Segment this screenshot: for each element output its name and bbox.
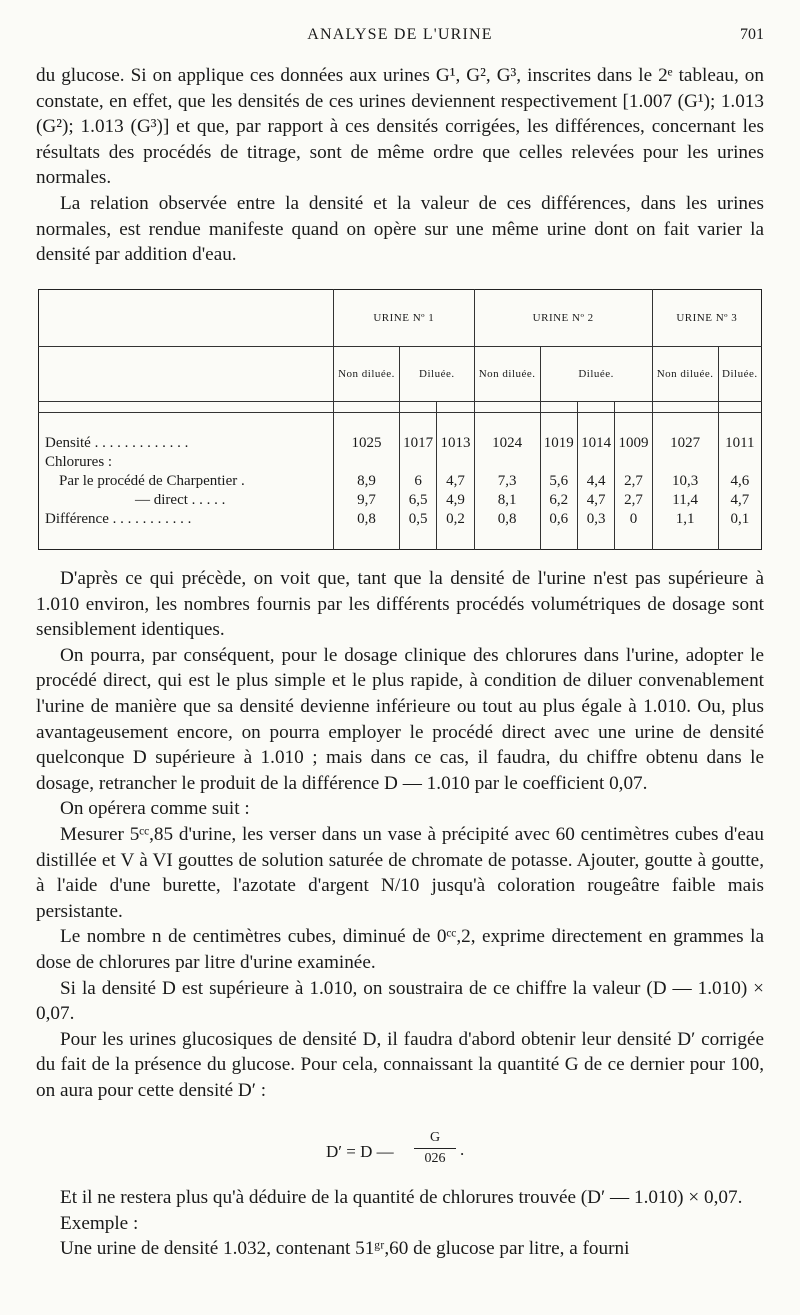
formula-lhs: D′ = D — <box>326 1142 394 1161</box>
table-cell <box>617 453 649 472</box>
paragraph: On opérera comme suit : <box>60 798 250 820</box>
data-column <box>718 413 761 550</box>
row-label: Différence . . . . . . . . . . . <box>45 510 192 527</box>
paragraph: Et il ne restera plus qu'à déduire de la quantité de chlorures trouvée (D′ — 1.010) × 0,07. <box>60 1187 743 1208</box>
sub-header: Non diluée. <box>652 347 718 402</box>
table-cell: 1024 <box>492 434 523 451</box>
table-cell: 9,7 <box>357 491 376 508</box>
running-title: ANALYSE DE L'URINE <box>307 26 493 43</box>
formula-denominator: 026 <box>424 1151 446 1166</box>
table-cell <box>655 453 716 472</box>
table-cell: 0,3 <box>586 510 606 527</box>
table-cell: 1009 <box>618 434 649 451</box>
data-column <box>399 413 436 550</box>
sub-header: Diluée. <box>540 347 652 402</box>
table-cell <box>439 453 471 472</box>
table-cell: 0,1 <box>730 510 750 527</box>
formula-fraction <box>414 1128 456 1169</box>
paragraph: La relation observée entre la densité et la valeur de ces différences, dans les urines normales, est rendue manifeste quand on opère sur une même urine dont on fait varier la densité par addition d'eau. <box>36 192 764 266</box>
paragraph: du glucose. Si on applique ces données aux urines G¹, G², G³, inscrites dans le 2ᵉ tableau, on constate, en effet, que les densités de ces urines deviennent respectivement [1.007 (G¹); 1.013 (G²); 1.013 (G³)] et que, par rapport à ces densités corrigées, les différences, concernant les résultats des procédés de titrage, sont de même ordre que celles relevées pour les urines normales. <box>36 65 764 189</box>
data-column <box>577 413 614 550</box>
table-corner <box>39 290 334 347</box>
group-header: URINE Nº 2 <box>474 290 652 347</box>
group-header: URINE Nº 3 <box>652 290 761 347</box>
data-column <box>474 413 540 550</box>
intro-text <box>36 63 764 268</box>
table-cell: 0,6 <box>549 510 569 527</box>
paragraph: Une urine de densité 1.032, contenant 51ᵍʳ,60 de glucose par litre, a fourni <box>60 1238 630 1260</box>
table-cell: 5,6 <box>549 472 569 489</box>
table-cell: 4,7 <box>586 491 606 508</box>
table-cell: 2,7 <box>624 491 643 508</box>
table-cell <box>402 453 434 472</box>
row-label: Par le procédé de Charpentier . <box>59 472 245 489</box>
row-label: Densité . . . . . . . . . . . . . <box>45 434 189 451</box>
table-cell: 1013 <box>440 434 471 451</box>
table-cell: 0,5 <box>408 510 428 527</box>
data-column <box>652 413 718 550</box>
table-cell: 4,7 <box>446 472 465 489</box>
table-cell: 1027 <box>670 434 701 451</box>
table-cell: 1014 <box>581 434 612 451</box>
page-number: 701 <box>740 26 764 43</box>
paragraph: Mesurer 5ᶜᶜ,85 d'urine, les verser dans un vase à précipité avec 60 centimètres cubes d'eau distillée et V à VI gouttes de solution saturée de chromate de potasse. Ajouter, goutte à goutte, à l'aide d'une burette, l'azotate d'argent N/10 jusqu'à coloration rougeâtre faible mais persistante. <box>36 823 764 922</box>
table-cell: 1025 <box>351 434 382 451</box>
table-cell <box>580 453 612 472</box>
table-cell: 10,3 <box>672 472 699 489</box>
row-label: Chlorures : <box>45 453 113 470</box>
table-cell: 1019 <box>543 434 574 451</box>
row-label: — direct . . . . . <box>135 491 226 508</box>
group-header: URINE Nº 1 <box>334 290 475 347</box>
table-cell <box>721 453 759 472</box>
paragraph: Pour les urines glucosiques de densité D, il faudra d'abord obtenir leur densité D′ corrigée du fait de la présence du glucose. Pour cela, connaissant la quantité G de ce dernier pour 100, on aura pour cette densité D′ : <box>36 1028 764 1101</box>
table-cell: 11,4 <box>672 491 698 508</box>
sub-header: Diluée. <box>718 347 761 402</box>
table-cell: 0,2 <box>446 510 465 527</box>
table-cell: 6,2 <box>549 491 569 508</box>
data-column <box>437 413 474 550</box>
paragraph: Si la densité D est supérieure à 1.010, on soustraira de ce chiffre la valeur (D — 1.010) × 0,07. <box>36 977 764 1025</box>
paragraph: D'après ce qui précède, on voit que, tant que la densité de l'urine n'est pas supérieure à 1.010 environ, les nombres fournis par les différents procédés volumétriques de dosage sont sensiblement identiques. <box>36 568 764 641</box>
chlorures-table <box>38 289 762 550</box>
table-cell <box>477 453 538 472</box>
data-column <box>615 413 652 550</box>
table-cell: 6 <box>414 472 422 489</box>
data-column <box>334 413 400 550</box>
table-cell: 8,9 <box>357 472 376 489</box>
table-cell: 8,1 <box>497 491 517 508</box>
formula-end: . <box>460 1140 465 1159</box>
paragraph: Exemple : <box>60 1212 139 1234</box>
table-cell: 1017 <box>403 434 434 451</box>
formula-numerator: G <box>414 1128 456 1149</box>
table-cell <box>336 453 397 472</box>
table-cell: 1011 <box>725 434 755 451</box>
paragraph: Le nombre n de centimètres cubes, diminué de 0ᶜᶜ,2, exprime directement en grammes la dose de chlorures par litre d'urine examinée. <box>36 926 764 973</box>
table-cell: 4,6 <box>730 472 750 489</box>
table-cell: 0 <box>629 510 638 527</box>
table-cell: 4,4 <box>586 472 606 489</box>
table-cell: 6,5 <box>408 491 428 508</box>
tail-text <box>36 1185 764 1262</box>
table-cell: 4,7 <box>730 491 750 508</box>
table-cell: 0,8 <box>497 510 517 527</box>
data-column <box>540 413 577 550</box>
table-cell: 7,3 <box>497 472 517 489</box>
body-text <box>36 566 764 1103</box>
table-cell: 0,8 <box>357 510 376 527</box>
sub-header: Diluée. <box>399 347 474 402</box>
row-labels <box>39 413 334 550</box>
table-cell <box>543 453 575 472</box>
paragraph: On pourra, par conséquent, pour le dosage clinique des chlorures dans l'urine, adopter le procédé direct, qui est le plus simple et le plus rapide, à condition de diluer convenablement l'urine de manière que sa densité devienne inférieure ou tout au plus égale à 1.010. Ou, plus avantageusement encore, on pourra employer le procédé direct avec une urine de densité quelconque D supérieure à 1.010 ; mais dans ce cas, il faudra, du chiffre obtenu dans le dosage, retrancher le produit de la différence D — 1.010 par le coefficient 0,07. <box>36 644 764 794</box>
table-cell: 4,9 <box>446 491 465 508</box>
sub-header: Non diluée. <box>474 347 540 402</box>
running-header <box>0 26 800 50</box>
table-cell: 1,1 <box>675 510 695 527</box>
density-formula <box>0 1128 800 1178</box>
table-cell: 2,7 <box>624 472 643 489</box>
sub-header: Non diluée. <box>334 347 400 402</box>
